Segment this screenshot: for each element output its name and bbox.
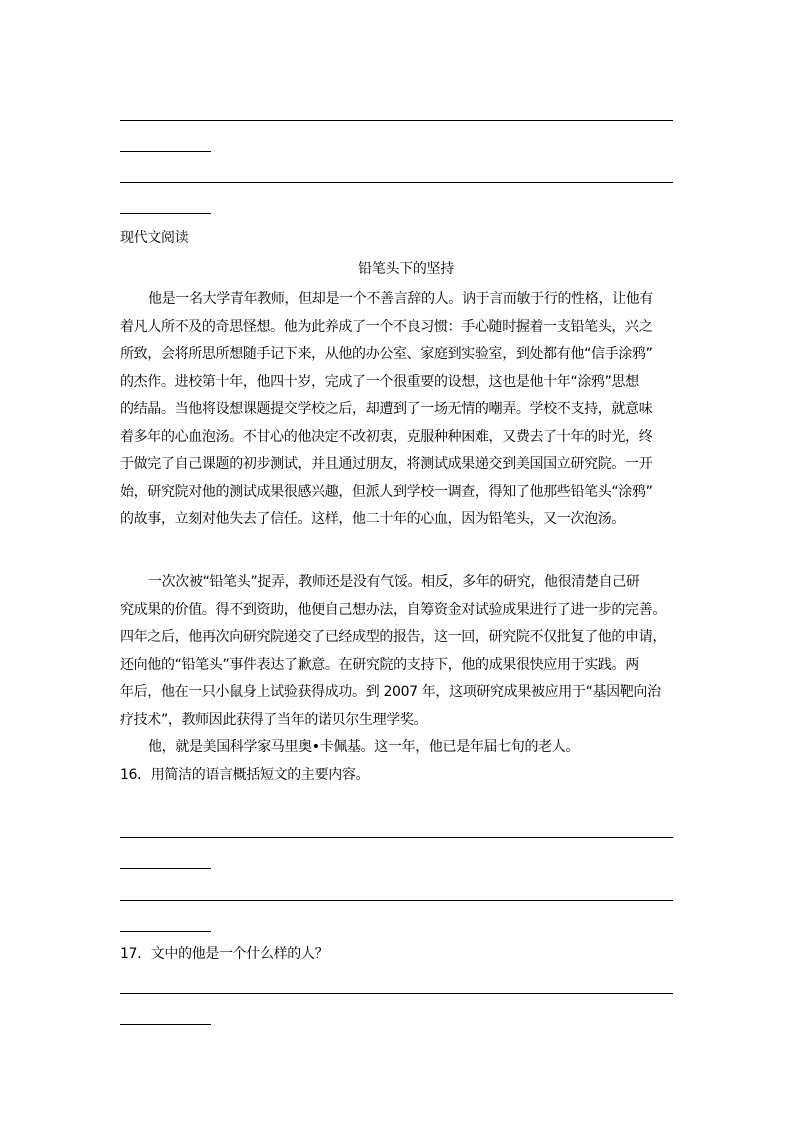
paragraph-line: 于做完了自己课题的初步测试，并且通过朋友，将测试成果递交到美国国立研究院。一开 [120,456,653,472]
answer-line-2 [120,151,211,152]
answer-line-8 [120,931,211,932]
question-number: 17． [120,946,151,962]
paragraph-line: 他是一名大学青年教师，但却是一个不善言辞的人。讷于言而敏于行的性格，让他有 [148,291,654,307]
question-16 [120,766,680,784]
paragraph-line: 的结晶。当他将设想课题提交学校之后，却遭到了一场无情的嘲弄。学校不支持，就意味 [120,401,653,417]
article-title: 铅笔头下的坚持 [358,261,454,277]
answer-line-3 [120,182,673,183]
question-text: 文中的他是一个什么样的人？ [150,946,329,962]
answer-line-1 [120,120,673,121]
answer-line-9 [120,993,673,994]
answer-line-6 [120,868,211,869]
question-number: 16． [120,767,151,783]
paragraph-line: 的杰作。进校第十年，他四十岁，完成了一个很重要的设想，这也是他十年“涂鸦”思想 [120,374,639,390]
paragraph-line: 他，就是美国科学家马里奥•卡佩基。这一年，他已是年届七旬的老人。 [148,739,580,755]
paragraph-line: 所致，会将所思所想随手记下来，从他的办公室、家庭到实验室，到处都有他“信手涂鸦” [120,346,653,362]
answer-line-10 [120,1024,211,1025]
paragraph-line: 着多年的心血泡汤。不甘心的他决定不改初衷，克服种种困难，又费去了十年的时光，终 [120,429,653,445]
paragraph-line: 四年之后，他再次向研究院递交了已经成型的报告，这一回，研究院不仅批复了他的申请， [120,629,666,645]
answer-line-4 [120,213,211,214]
question-17 [120,945,680,963]
paragraph-line: 着凡人所不及的奇思怪想。他为此养成了一个不良习惯：手心随时握着一支铅笔头，兴之 [120,319,653,335]
answer-line-5 [120,837,673,838]
paragraph-line: 究成果的价值。得不到资助，他便自己想办法，自筹资金对试验成果进行了进一步的完善。 [120,602,666,618]
section-heading: 现代文阅读 [120,230,189,246]
paragraph-line: 一次次被“铅笔头”捉弄，教师还是没有气馁。相反，多年的研究，他很清楚自己研 [148,574,640,590]
paragraph-line: 疗技术”，教师因此获得了当年的诺贝尔生理学奖。 [120,712,428,728]
answer-line-7 [120,900,673,901]
paragraph-line: 年后，他在一只小鼠身上试验获得成功。到 2007 年，这项研究成果被应用于“基因靶向治 [120,684,661,700]
paragraph-line: 的故事，立刻对他失去了信任。这样，他二十年的心血，因为铅笔头，又一次泡汤。 [120,511,626,527]
question-text: 用简洁的语言概括短文的主要内容。 [150,767,370,783]
paragraph-line: 始，研究院对他的测试成果很感兴趣，但派人到学校一调查，得知了他那些铅笔头“涂鸦” [120,484,653,500]
paragraph-line: 还向他的“铅笔头”事件表达了歉意。在研究院的支持下，他的成果很快应用于实践。两 [120,657,639,673]
